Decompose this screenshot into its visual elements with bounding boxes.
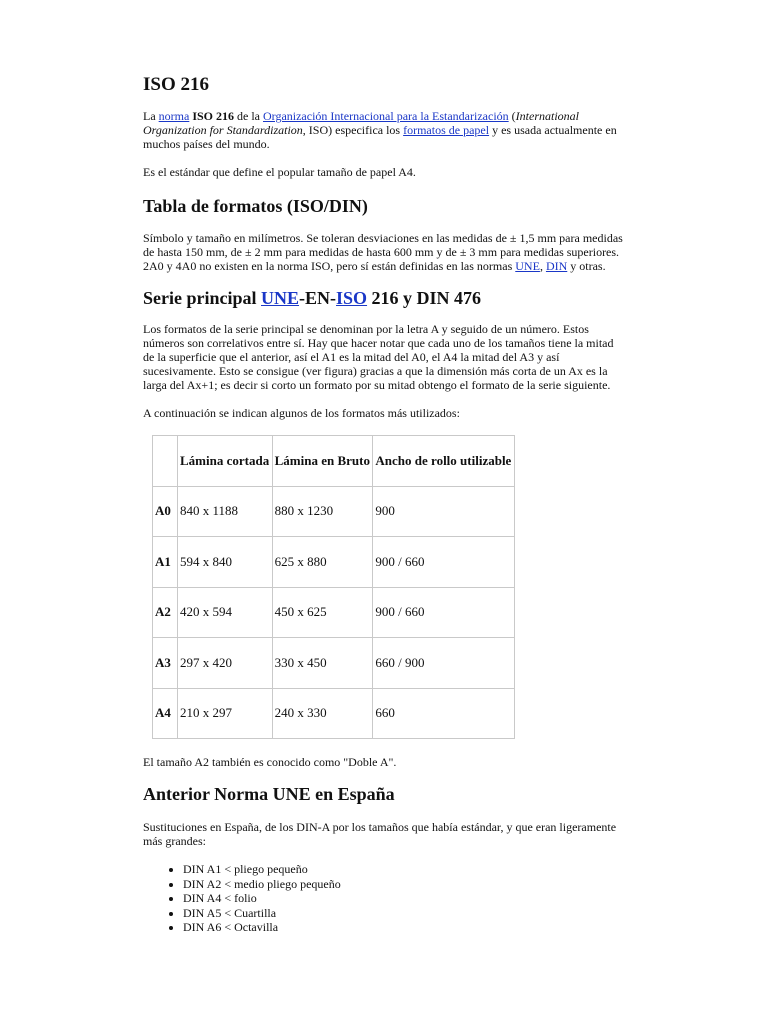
link-norma[interactable]: norma (158, 109, 190, 123)
table-header-rollo: Ancho de rollo utilizable (373, 436, 515, 487)
table-row (153, 638, 515, 689)
table-row (153, 587, 515, 638)
cell-cortada: 840 x 1188 (178, 486, 273, 537)
table-header-empty (153, 436, 178, 487)
row-label: A0 (153, 486, 178, 537)
link-din[interactable]: DIN (545, 259, 568, 273)
list-item: • DIN A4 < folio (183, 891, 341, 906)
heading-link-iso[interactable]: ISO (336, 288, 368, 308)
link-organizacion[interactable]: Organización Internacional para la Estandarización (263, 109, 509, 123)
row-label: A1 (153, 537, 178, 588)
formats-table (152, 435, 515, 739)
formatos-intro-paragraph: A continuación se indican algunos de los formatos más utilizados: (143, 406, 460, 420)
cell-bruto: 625 x 880 (272, 537, 373, 588)
cell-bruto: 330 x 450 (272, 638, 373, 689)
cell-cortada: 420 x 594 (178, 587, 273, 638)
cell-rollo: 900 / 660 (373, 537, 515, 588)
list-item: • DIN A2 < medio pliego pequeño (183, 877, 341, 892)
cell-cortada: 594 x 840 (178, 537, 273, 588)
table-row (153, 537, 515, 588)
table-row (153, 688, 515, 739)
cell-rollo: 900 (373, 486, 515, 537)
english-name: International Organization for Standardization (143, 109, 579, 137)
list-item: • DIN A1 < pliego pequeño (183, 862, 341, 877)
cell-cortada: 297 x 420 (178, 638, 273, 689)
list-item: • DIN A6 < Octavilla (183, 920, 341, 935)
table-header-bruto: Lámina en Bruto (272, 436, 373, 487)
table-header-row (153, 436, 515, 487)
link-une[interactable]: UNE (515, 259, 540, 273)
standard-paragraph: Es el estándar que define el popular tamaño de papel A4. (143, 165, 416, 179)
intro-paragraph: La norma ISO 216 de la Organización Internacional para la Estandarización (International Organization for Standardization, ISO) especifica los formatos de papel y es usada actualmente en muchos países del mundo. (143, 109, 617, 151)
row-label: A4 (153, 688, 178, 739)
row-label: A3 (153, 638, 178, 689)
cell-bruto: 240 x 330 (272, 688, 373, 739)
cell-bruto: 450 x 625 (272, 587, 373, 638)
list-item: • DIN A5 < Cuartilla (183, 906, 341, 921)
sustituciones-paragraph: Sustituciones en España, de los DIN-A por los tamaños que había estándar, y que eran ligeramente más grandes: (143, 820, 617, 848)
cell-cortada: 210 x 297 (178, 688, 273, 739)
tolerance-paragraph: Símbolo y tamaño en milímetros. Se toleran desviaciones en las medidas de ± 1,5 mm para medidas de hasta 150 mm, de ± 2 mm para medidas de hasta 600 mm y de ± 3 mm para medidas superiores. 2A0 y 4A0 no existen en la norma ISO, pero sí están definidas en las normas UNE, DIN y otras. (143, 231, 623, 273)
cell-rollo: 660 / 900 (373, 638, 515, 689)
cell-bruto: 880 x 1230 (272, 486, 373, 537)
page-title: ISO 216 (143, 74, 209, 95)
row-label: A2 (153, 587, 178, 638)
table-row (153, 486, 515, 537)
heading-tabla-formatos: Tabla de formatos (ISO/DIN) (143, 196, 368, 216)
sustituciones-list (143, 862, 341, 935)
heading-serie-principal: Serie principal UNE-EN-ISO 216 y DIN 476 (143, 288, 482, 308)
heading-link-une[interactable]: UNE (261, 288, 300, 308)
doble-a-paragraph: El tamaño A2 también es conocido como "Doble A". (143, 755, 397, 769)
link-formatos-papel[interactable]: formatos de papel (403, 123, 490, 137)
serie-paragraph: Los formatos de la serie principal se denominan por la letra A y seguido de un número. Estos números son correlativos entre sí. Hay que hacer notar que cada uno de los tamaños tiene la mitad de la superficie que el anterior, así el A1 es la mitad del A0, el A4 la mitad del A3 y así sucesivamente. Esto se consigue (ver figura) gracias a que la dimensión más corta de un Ax es la larga del Ax+1; es decir si corto un formato por su mitad obtengo el formato de la serie siguiente. (143, 322, 614, 392)
heading-anterior-norma: Anterior Norma UNE en España (143, 784, 395, 804)
table-header-cortada: Lámina cortada (178, 436, 273, 487)
cell-rollo: 660 (373, 688, 515, 739)
cell-rollo: 900 / 660 (373, 587, 515, 638)
